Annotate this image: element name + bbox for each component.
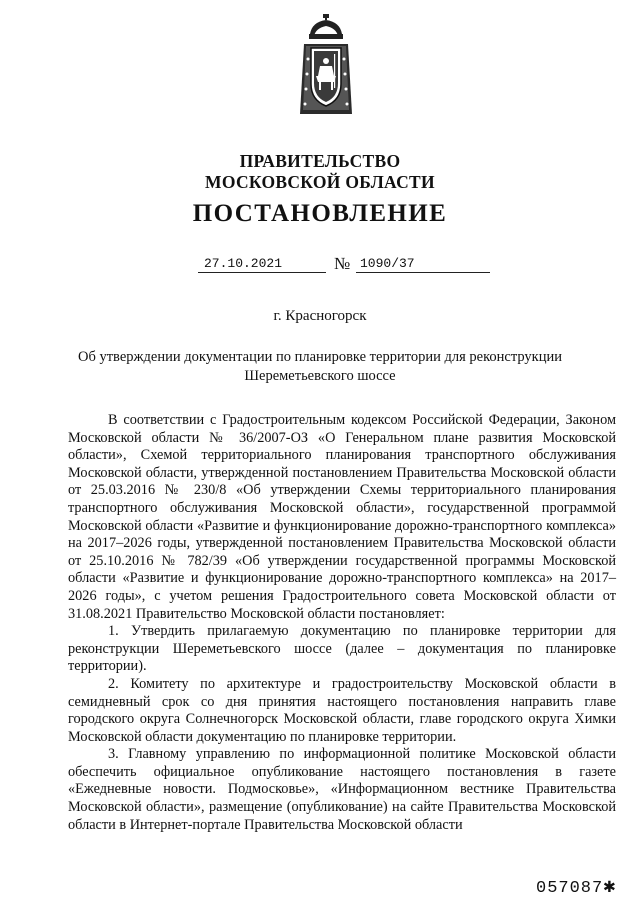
government-name	[0, 151, 640, 193]
document-number: 1090/37	[356, 256, 490, 273]
body-paragraph-item-1: 1. Утвердить прилагаемую документацию по планировке территории для реконструкции Шереметьевского шоссе (далее – документация по планировке территории).	[68, 623, 616, 675]
document-subject	[0, 348, 640, 386]
number-sign: №	[334, 254, 351, 273]
document-serial-number	[536, 873, 616, 899]
asterisk-icon: ✱	[603, 876, 617, 899]
document-type-title: ПОСТАНОВЛЕНИЕ	[192, 200, 448, 227]
body-paragraph-item-3: 3. Главному управлению по информационной политике Московской области обеспечить официальное опубликование настоящего постановления в газете «Ежедневные новости. Подмосковье», «Информационном вестнике Правительства Московской области», размещение (опубликование) на сайте Правительства Московской области в Интернет-портале Правительства Московской области	[68, 746, 616, 833]
document-subject-line1: Об утверждении документации по планировке территории для реконструкции	[78, 349, 562, 365]
body-paragraph-preamble: В соответствии с Градостроительным кодексом Российской Федерации, Законом Московской области № 36/2007-ОЗ «О Генеральном плане развития Московской области», Схемой территориального планирования транспортного обслуживания Московской области, утвержденной постановлением Правительства Московской области от 25.03.2016 № 230/8 «Об утверждении Схемы территориального планирования транспортного обслуживания Московской области», государственной программой Московской области «Развитие и функционирование дорожно-транспортного комплекса» на 2017–2026 годы, утвержденной постановлением Правительства Московской области от 25.10.2016 № 782/39 «Об утверждении государственной программы Московской области «Развитие и функционирование дорожно-транспортного комплекса» на 2017–2026 годы», с учетом решения Градостроительного совета Московской области от 31.08.2021 Правительство Московской области постановляет:	[68, 412, 616, 622]
document-date-number-row	[0, 256, 640, 278]
body-paragraph-item-2: 2. Комитету по архитектуре и градостроительству Московской области в семидневный срок со дня принятия настоящего постановления направить главе городского округа Солнечногорск Московской области, главе городского округа Химки Московской области документацию по планировке территории.	[68, 675, 616, 745]
document-date: 27.10.2021	[198, 256, 326, 273]
coat-of-arms-icon	[296, 14, 356, 124]
government-name-line2: МОСКОВСКОЙ ОБЛАСТИ	[205, 172, 435, 192]
serial-digits: 057087	[536, 879, 604, 898]
document-body	[68, 412, 616, 834]
issuing-city: г. Красногорск	[273, 308, 367, 324]
document-subject-line2: Шереметьевского шоссе	[244, 368, 396, 384]
government-name-line1: ПРАВИТЕЛЬСТВО	[239, 151, 401, 171]
